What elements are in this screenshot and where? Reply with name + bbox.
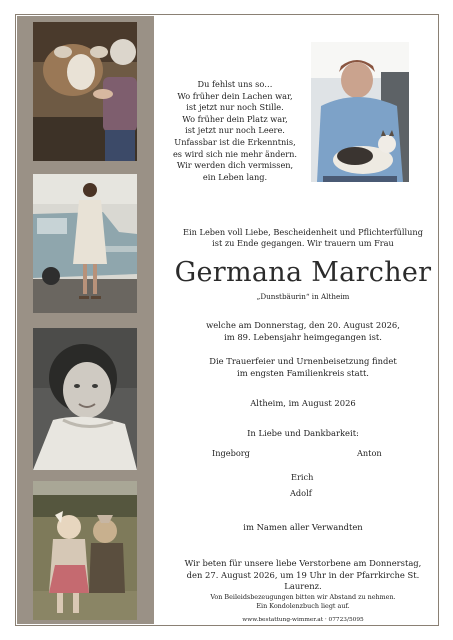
photo-woman-by-car <box>33 174 137 313</box>
intro-text <box>170 227 436 250</box>
ceremony-notice-line: Die Trauerfeier und Urnenbeisetzung findet <box>209 356 397 366</box>
condolence-line: Ein Kondolenzbuch liegt auf. <box>256 602 350 610</box>
poem-line: ist jetzt nur noch Leere. <box>185 125 285 136</box>
mourner-adolf: Adolf <box>290 488 312 498</box>
deceased-name: Germana Marcher <box>174 257 432 288</box>
poem <box>165 79 305 183</box>
footer-contact: www.bestattung-wimmer.at · 07723/5095 <box>242 617 364 623</box>
photo-elderly-woman-with-cat <box>311 42 409 182</box>
ceremony-notice <box>170 356 436 379</box>
gratitude-heading: In Liebe und Dankbarkeit: <box>247 428 359 438</box>
photo-children-with-teddy <box>33 481 137 620</box>
ceremony-notice-line: im engsten Familienkreis statt. <box>237 367 369 378</box>
place-date: Altheim, im August 2026 <box>250 398 356 408</box>
poem-line: ist jetzt nur noch Stille. <box>186 102 284 113</box>
death-notice <box>170 320 436 343</box>
death-notice-line: welche am Donnerstag, den 20. August 2026, <box>206 320 400 330</box>
prayer-line: den 27. August 2026, um 19 Uhr in der Pfarrkirche St. Laurenz. <box>186 569 420 592</box>
poem-line: Wir werden dich vermissen, <box>176 160 294 171</box>
poem-line: ein Leben lang. <box>202 171 268 182</box>
poem-line: es wird sich nie mehr ändern. <box>172 148 298 159</box>
poem-line: Unfassbar ist die Erkenntnis, <box>174 136 296 147</box>
poem-line: Du fehlst uns so… <box>197 79 273 89</box>
mourner-ingeborg: Ingeborg <box>212 448 250 458</box>
death-notice-line: im 89. Lebensjahr heimgegangen ist. <box>224 331 382 342</box>
mourner-erich: Erich <box>291 472 314 482</box>
deceased-nickname: „Dunstbäurin“ in Altheim <box>256 292 350 301</box>
mourner-anton: Anton <box>357 448 382 458</box>
poem-line: Wo früher dein Platz war, <box>182 113 288 124</box>
condolence-note <box>170 593 436 611</box>
photo-woman-with-cow <box>33 22 137 161</box>
intro-line: Ein Leben voll Liebe, Bescheidenheit und Pflichterfüllung <box>183 227 423 237</box>
intro-line: ist zu Ende gegangen. Wir trauern um Frau <box>212 238 394 249</box>
relatives-note: im Namen aller Verwandten <box>243 522 363 532</box>
poem-line: Wo früher dein Lachen war, <box>177 90 293 101</box>
condolence-line: Von Beileidsbezeugungen bitten wir Abstand zu nehmen. <box>210 593 396 601</box>
prayer-notice <box>170 558 436 593</box>
prayer-line: Wir beten für unsere liebe Verstorbene am Donnerstag, <box>184 558 422 568</box>
photo-girl-portrait <box>33 328 137 470</box>
